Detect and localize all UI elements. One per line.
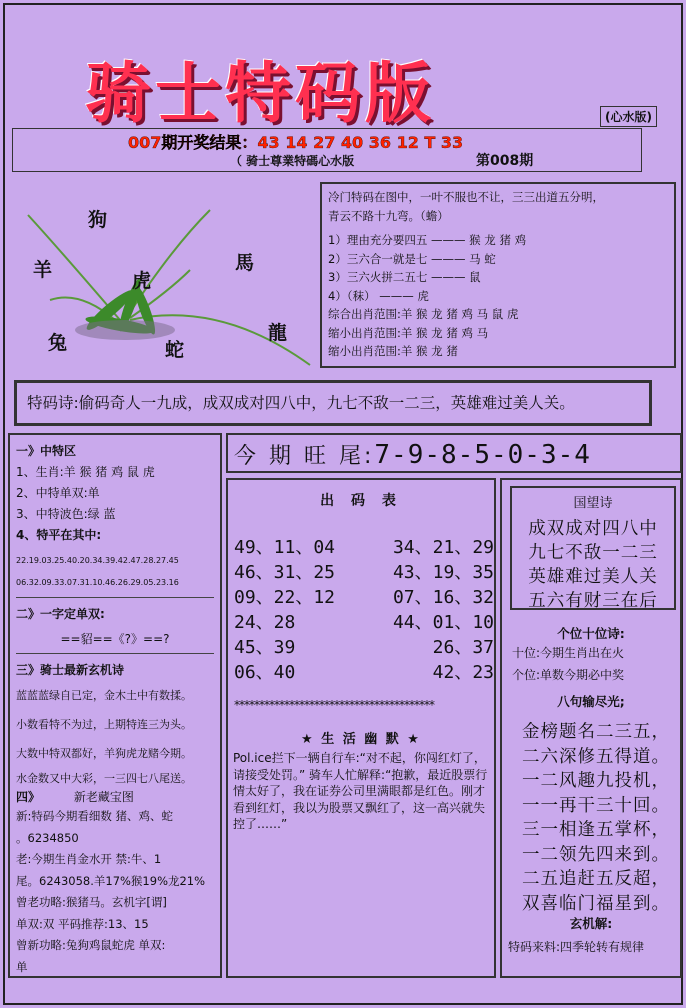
guo-line: 英雄难过美人关 [528,567,658,587]
guo-line: 五六有财三在后 [528,591,658,611]
clue-item: 4）（秣） ——— 虎 [328,288,429,303]
star-divider: **************************************** [234,698,434,712]
poem-line: 小数看特不为过，上期特连三为头。 [16,718,192,731]
treasure-line: 曾新功略:兔狗鸡鼠蛇虎 单双: [16,938,166,952]
issue-number: 第008期 [476,153,534,169]
numbers-row [234,610,494,635]
digit-text [512,642,624,686]
zodiac-sheep: 羊 [33,259,53,281]
tail-value: 7-9-8-5-0-3-4 [374,440,591,470]
section-title: 三》骑士最新玄机诗 [16,663,125,677]
guo-line: 成双成对四八中 [528,519,658,539]
numbers-grid [234,535,494,685]
digit-title: 个位十位诗: [557,626,625,641]
divider [16,594,214,598]
treasure-line: 老:今期生肖金水开 禁:牛、1 [16,852,162,866]
clue-box [320,182,676,368]
tail-box [226,433,682,473]
numbers-row [234,660,494,685]
ground-shadow [75,320,175,340]
edition-badge: (心水版) [600,106,657,127]
range-line: 缩小出肖范围:羊 猴 龙 猪 鸡 马 [328,325,489,340]
section-title: 四》 [16,790,41,804]
numbers-cell: 34、21、29 [392,537,494,558]
numbers-row [234,585,494,610]
riddle-line: 冷门特码在图中，一叶不服也不让，三三出道五分明， [328,190,604,204]
poem8-title: 八句输尽光; [557,694,625,709]
page-title: 骑士特码版 [85,54,435,132]
poem-line: 水金数又中大彩，一三四七八尾送。 [16,772,192,785]
riddle-line: 青云不路十九弯。（蟾） [328,208,449,223]
numbers-cell: 44、01、10 [392,612,494,633]
treasure-line: 曾老功略:猴猪马。玄机字[谓] [16,895,167,909]
numbers-cell: 45、39 [234,637,296,658]
numbers-cell: 24、28 [234,612,296,633]
digit-line: 十位:今期生肖出在火 [512,646,625,660]
poem8 [512,720,680,916]
left-panel [8,433,222,978]
treasure-line: 尾。6243058.羊17%猴19%龙21% [16,873,206,888]
zodiac-snake: 蛇 [165,339,185,361]
poem8-line: 二六深修五得道。 [522,746,670,767]
section-title: 一》中特区 [16,444,77,458]
numbers-row [234,535,494,560]
range-line: 缩小出肖范围:羊 猴 龙 猪 [328,344,458,358]
list-item: 4、特平在其中: [16,528,102,542]
numbers-cell: 43、19、35 [392,562,494,583]
divider [16,650,214,654]
poem8-line: 三一相逢五掌杯， [522,820,670,840]
numbers-title: 出 码 表 [320,493,402,509]
number-list: 22.19.03.25.40.20.34.39.42.47.28.27.45 [16,556,179,565]
clue-item: 1）理由充分要四五 ——— 猴 龙 猪 鸡 [328,233,527,247]
numbers-row [234,560,494,585]
joke-title: ★ 生 活 幽 默 ★ [301,732,421,747]
poem8-line: 双喜临门福星到。 [522,893,670,914]
guo-poem-box [510,486,676,610]
poem8-line: 金榜题名二三五， [522,722,670,742]
poem8-line: 一一再干三十回。 [522,795,670,816]
clue-item: 2）三六合一就是七 ——— 马 蛇 [328,251,496,266]
numbers-cell: 07、16、32 [392,587,494,608]
treasure-line: 。6234850 [16,830,79,845]
numbers-row [234,635,494,660]
numbers-cell: 09、22、12 [234,587,336,608]
poem-line: 大数中特双都好，羊狗虎龙赌今期。 [16,747,192,760]
poem8-line: 一二风趣九投机， [522,771,670,791]
joke-text: Pol.ice拦下一辆自行车:“对不起，你闯红灯了，请接受处罚。” 骑车人忙解释:“抱歉，最近股票行情太好了，我在证券公司里满眼都是红色。刚才看到红灯，我以为股票又飘红了，这一高兴就失控了……” [233,751,488,831]
draw-result: 007期开奖结果：43 14 27 40 36 12 T 33 [128,133,464,152]
guo-line: 九七不敌一二三 [528,543,658,563]
range-line: 综合出肖范围:羊 猴 龙 猪 鸡 马 鼠 虎 [328,307,519,321]
section-subtitle: 新老藏宝图 [73,790,134,804]
treasure-line: 单 [16,959,28,974]
numbers-cell: 42、23 [432,662,494,683]
numbers-cell: 26、37 [432,637,494,658]
middle-panel [226,478,496,978]
number-list: 06.32.09.33.07.31.10.46.26.29.05.23.16 [16,578,179,587]
poem-line: 蓝蓝蓝绿自已定，金木土中有数揉。 [16,689,192,702]
treasure-line: 单双:双 平码推荐:13、15 [16,916,149,931]
section-title: 二》一字定单双: [16,607,105,621]
zodiac-dog: 狗 [88,209,108,231]
tail-label: 今 期 旺 尾: [234,444,375,469]
numbers-cell: 49、11、04 [234,537,336,558]
zodiac-horse: 馬 [235,252,255,274]
list-item: 2、中特单双:单 [16,486,100,500]
list-item: 1、生肖:羊 猴 猪 鸡 鼠 虎 [16,465,155,479]
subtitle: （ 骑士尊業特碼心水版 [230,154,355,168]
poem8-line: 二五追赶五反超， [522,869,670,889]
numbers-cell: 06、40 [234,662,296,683]
xuanji-text: 特码来料:四季轮转有规律 [508,940,645,954]
numbers-cell: 46、31、25 [234,562,336,583]
zodiac-tiger: 虎 [132,270,152,292]
guo-title: 国望诗 [573,496,613,511]
clue-item: 3）三六火拼二五七 ——— 鼠 [328,270,481,284]
list-item: 3、中特波色:绿 蓝 [16,507,116,521]
guess-text: ==貂==《?》==? [60,632,170,646]
digit-line: 个位:单数今期必中奖 [512,668,625,682]
zodiac-rabbit: 兔 [48,332,68,354]
treasure-line: 新:特码今期看细数 猪、鸡、蛇 [16,809,174,823]
xuanji-title: 玄机解: [569,916,613,931]
zodiac-dragon: 龍 [268,322,288,344]
special-poem: 特码诗:偷码奇人一九成，成双成对四八中，九七不敌一二三，英雄难过美人关。 [14,380,652,426]
right-panel [500,478,682,978]
poem8-line: 一二领先四来到。 [522,844,670,865]
